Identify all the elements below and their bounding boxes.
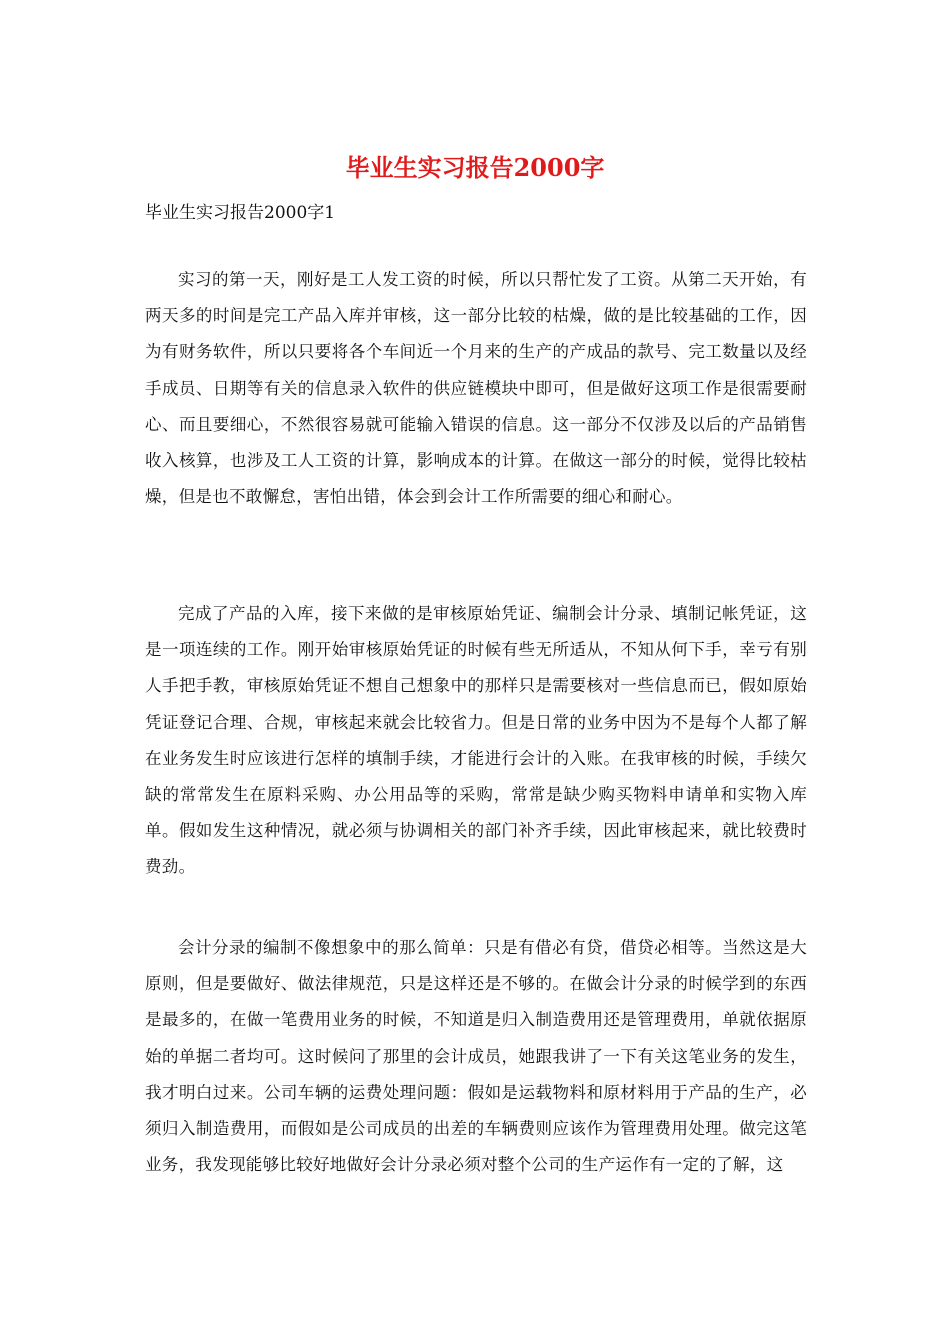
paragraph-1: 实习的第一天，刚好是工人发工资的时候，所以只帮忙发了工资。从第二天开始，有两天多的时间是完工产品入库并审核，这一部分比较的枯燥，做的是比较基础的工作，因为有财务软件，所以只要将各个车间近一个月来的生产的产成品的款号、完工数量以及经手成员、日期等有关的信息录入软件的供应链模块中即可，但是做好这项工作是很需要耐心、而且要细心，不然很容易就可能输入错误的信息。这一部分不仅涉及以后的产品销售收入核算，也涉及工人工资的计算，影响成本的计算。在做这一部分的时候，觉得比较枯燥，但是也不敢懈怠，害怕出错，体会到会计工作所需要的细心和耐心。 [145, 270, 807, 507]
document-title: 毕业生实习报告2000字 [345, 153, 605, 182]
paragraph-2: 完成了产品的入库，接下来做的是审核原始凭证、编制会计分录、填制记帐凭证，这是一项连续的工作。刚开始审核原始凭证的时候有些无所适从，不知从何下手，幸亏有别人手把手教，审核原始凭证不想自己想象中的那样只是需要核对一些信息而已，假如原始凭证登记合理、合规，审核起来就会比较省力。但是日常的业务中因为不是每个人都了解在业务发生时应该进行怎样的填制手续，才能进行会计的入账。在我审核的时候，手续欠缺的常常发生在原料采购、办公用品等的采购，常常是缺少购买物料申请单和实物入库单。假如发生这种情况，就必须与协调相关的部门补齐手续，因此审核起来，就比较费时费劲。 [145, 604, 807, 877]
section-heading: 毕业生实习报告2000字1 [145, 203, 336, 223]
paragraph-3: 会计分录的编制不像想象中的那么简单：只是有借必有贷，借贷必相等。当然这是大原则，但是要做好、做法律规范，只是这样还是不够的。在做会计分录的时候学到的东西是最多的，在做一笔费用业务的时候，不知道是归入制造费用还是管理费用，单就依据原始的单据二者均可。这时候问了那里的会计成员，她跟我讲了一下有关这笔业务的发生，我才明白过来。公司车辆的运费处理问题：假如是运载物料和原材料用于产品的生产，必须归入制造费用，而假如是公司成员的出差的车辆费则应该作为管理费用处理。做完这笔业务，我发现能够比较好地做好会计分录必须对整个公司的生产运作有一定的了解，这 [145, 938, 807, 1175]
